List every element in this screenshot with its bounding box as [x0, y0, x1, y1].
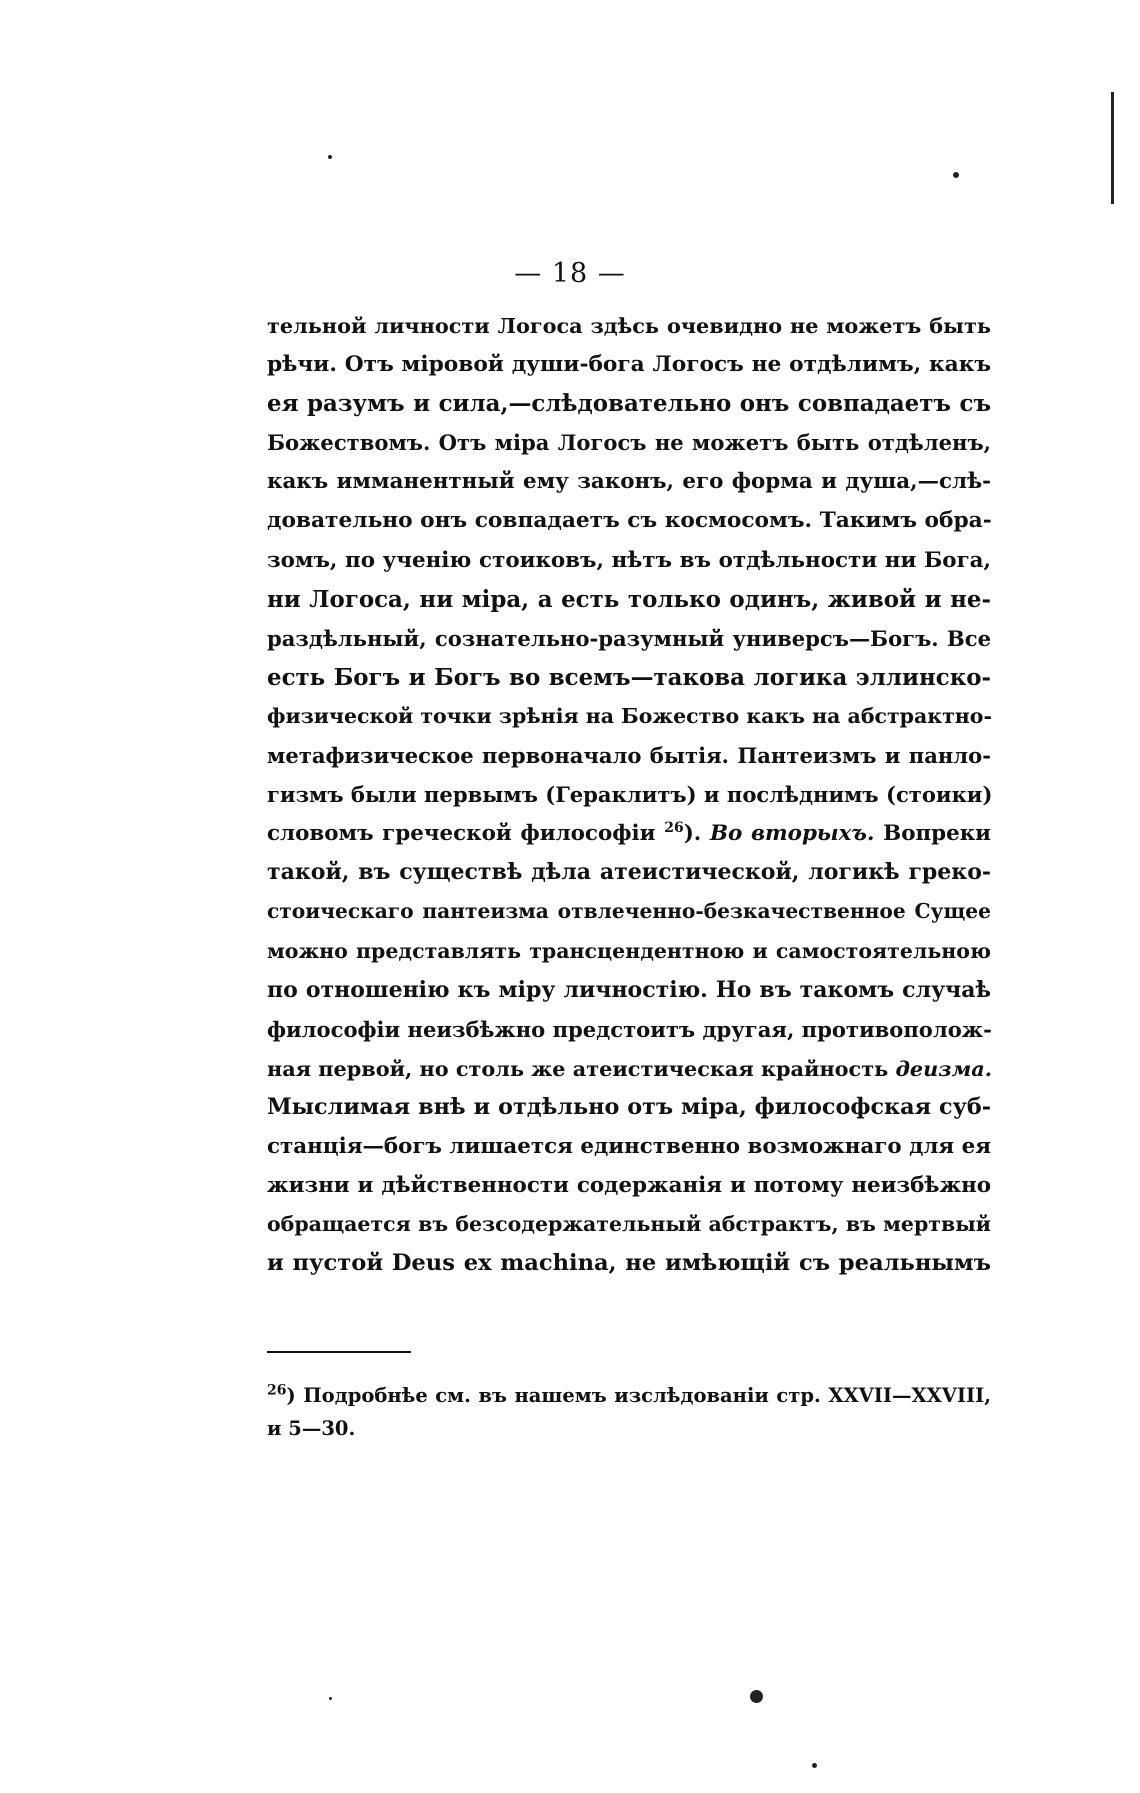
footnote-reference: 26: [664, 820, 684, 837]
scan-speck: [812, 1763, 817, 1768]
footnote-line: и 5—30.: [267, 1417, 356, 1440]
footnote: [267, 1379, 991, 1445]
text-line: есть Богъ и Богъ во всемъ—такова логика эллинско-: [267, 663, 991, 691]
text-segment: ).: [683, 821, 702, 847]
page-number: — 18 —: [514, 258, 626, 289]
text-line: рѣчи. Отъ мiровой души-бога Логосъ не отдѣлимъ, какъ: [267, 352, 991, 378]
text-line: обращается въ безсодержательный абстрактъ, въ мертвый: [267, 1212, 991, 1237]
text-line: гизмъ были первымъ (Гераклитъ) и послѣднимъ (стоики): [267, 782, 993, 808]
text-line: по отношенiю къ мiру личностiю. Но въ такомъ случаѣ: [267, 976, 991, 1003]
text-line: Божествомъ. Отъ мiра Логосъ не можетъ быть отдѣленъ,: [267, 430, 991, 456]
text-line: физической точки зрѣнiя на Божество какъ на абстрактно-: [267, 703, 992, 728]
italic-phrase: деизма.: [895, 1055, 993, 1081]
text-line: и пустой Deus ex machina, не имѣющiй съ реальнымъ: [267, 1250, 991, 1277]
text-line: стоическаго пантеизма отвлеченно-безкачественное Сущее: [267, 899, 991, 924]
text-line: ея разумъ и сила,—слѣдовательно онъ совпадаетъ съ: [267, 390, 991, 418]
text-line: можно представлять трансцендентною и самостоятельною: [267, 938, 991, 963]
text-line: философiи неизбѣжно предстоитъ другая, противополож-: [267, 1016, 992, 1042]
text-line: тельной личности Логоса здѣсь очевидно не можетъ быть: [267, 313, 991, 338]
footnote-marker: 26: [267, 1382, 287, 1399]
footnote-divider: [267, 1351, 411, 1353]
text-line-with-italic: [267, 1049, 991, 1088]
text-line-with-note: [267, 814, 991, 853]
scan-speck: [750, 1690, 763, 1703]
text-line: зомъ, по ученiю стоиковъ, нѣтъ въ отдѣльности ни Бога,: [267, 547, 991, 573]
text-line: метафизическое первоначало бытiя. Пантеизмъ и панло-: [267, 743, 991, 769]
text-line: Мыслимая внѣ и отдѣльно отъ мiра, философская суб-: [267, 1093, 991, 1120]
text-line: станцiя—богъ лишается единственно возможнаго для ея: [267, 1133, 992, 1159]
footnote-text: ) Подробнѣе см. въ нашемъ изслѣдованiи стр. XXVII—XXVIII,: [286, 1384, 991, 1407]
text-segment: словомъ греческой философiи: [267, 821, 656, 847]
scan-speck: [953, 172, 959, 178]
italic-phrase: Во вторыхъ.: [709, 821, 875, 847]
text-line: жизни и дѣйственности содержанiя и потому неизбѣжно: [267, 1173, 991, 1199]
text-line: какъ имманентный ему законъ, его форма и душа,—слѣ-: [267, 469, 991, 495]
text-line: такой, въ существѣ дѣла атеистической, логикѣ греко-: [267, 859, 991, 886]
scan-speck: [328, 155, 332, 159]
text-segment: ная первой, но столь же атеистическая крайность: [267, 1055, 889, 1081]
main-paragraph: [267, 306, 991, 1283]
scan-edge-mark: [1111, 92, 1114, 204]
text-line: довательно онъ совпадаетъ съ космосомъ. Такимъ обра-: [267, 508, 992, 534]
footnote-line: [267, 1379, 991, 1412]
text-segment: Вопреки: [883, 821, 992, 847]
text-line: раздѣльный, сознательно-разумный универсъ—Богъ. Все: [267, 625, 991, 651]
scan-speck: [329, 1697, 332, 1700]
text-line: ни Логоса, ни мiра, а есть только одинъ, живой и не-: [267, 585, 991, 613]
